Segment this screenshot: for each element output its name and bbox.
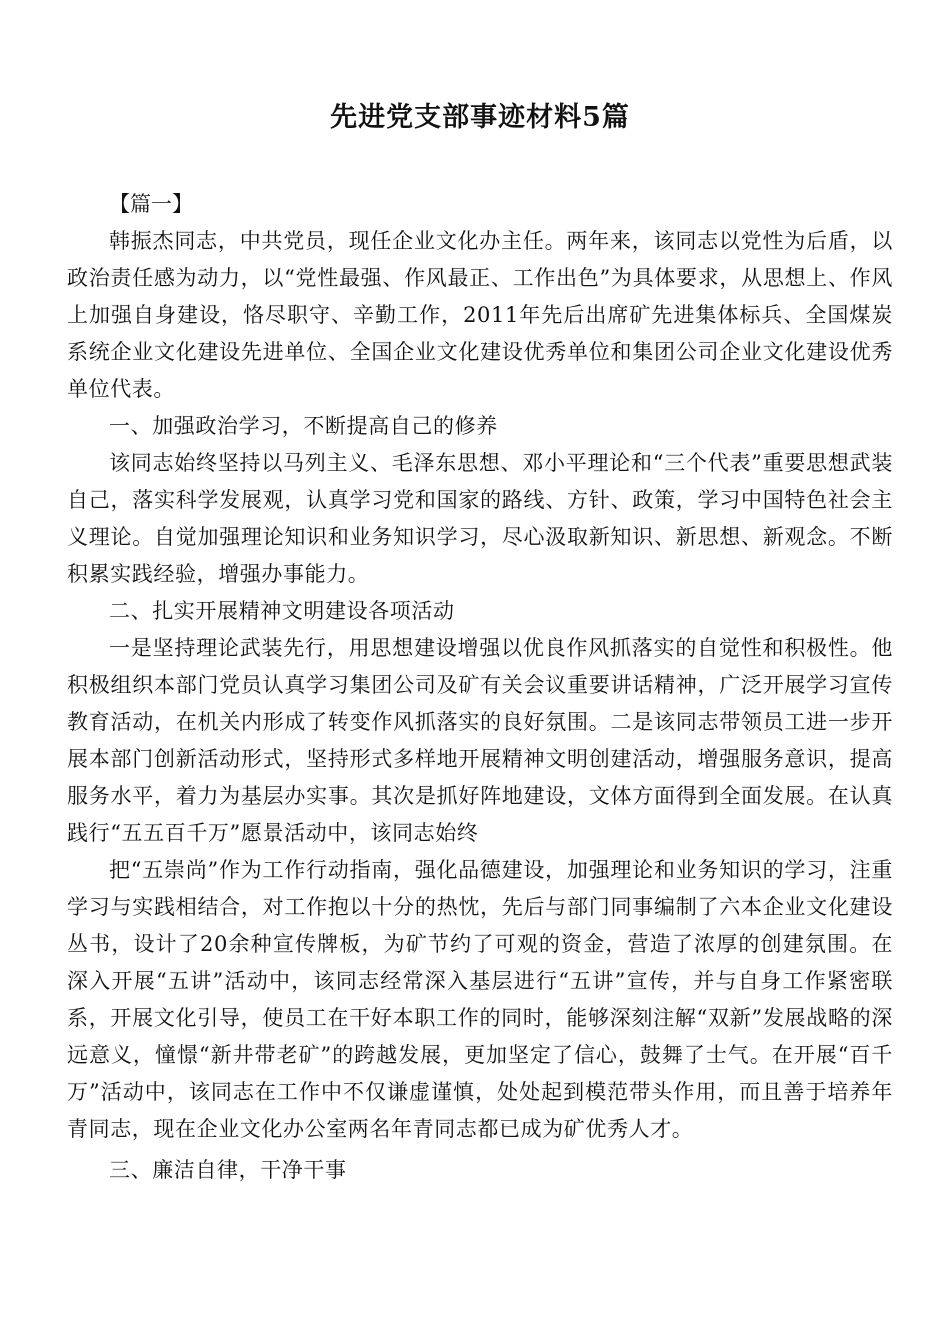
body-paragraph-3: 把“五崇尚”作为工作行动指南，强化品德建设，加强理论和业务知识的学习，注重学习与实践相结合，对工作抱以十分的热忱，先后与部门同事编制了六本企业文化建设丛书，设计了20余种宣传牌板，为矿节约了可观的资金，营造了浓厚的创建氛围。在深入开展“五讲”活动中，该同志经常深入基层进行“五讲”宣传，并与自身工作紧密联系，开展文化引导，使员工在干好本职工作的同时，能够深刻注解“双新”发展战略的深远意义，憧憬“新井带老矿”的跨越发展，更加坚定了信心，鼓舞了士气。在开展“百千万”活动中，该同志在工作中不仅谦虚谨慎，处处起到模范带头作用，而且善于培养年青同志，现在企业文化办公室两名年青同志都已成为矿优秀人才。 [67,858,893,1141]
intro-paragraph: 韩振杰同志，中共党员，现任企业文化办主任。两年来，该同志以党性为后盾，以政治责任感为动力，以“党性最强、作风最正、工作出色”为具体要求，从思想上、作风上加强自身建设，恪尽职守、辛勤工作，2011年先后出席矿先进集体标兵、全国煤炭系统企业文化建设先进单位、全国企业文化建设优秀单位和集团公司企业文化建设优秀单位代表。 [67,229,893,401]
section-heading-3: 三、廉洁自律，干净干事 [109,1158,347,1182]
document-title: 先进党支部事迹材料5篇 [330,102,630,133]
section-heading-1: 一、加强政治学习，不断提高自己的修养 [109,414,498,438]
body-paragraph-1: 该同志始终坚持以马列主义、毛泽东思想、邓小平理论和“三个代表”重要思想武装自己，落实科学发展观，认真学习党和国家的路线、方针、政策，学习中国特色社会主义理论。自觉加强理论知识和业务知识学习，尽心汲取新知识、新思想、新观念。不断积累实践经验，增强办事能力。 [67,451,893,586]
body-paragraph-2: 一是坚持理论武装先行，用思想建设增强以优良作风抓落实的自觉性和积极性。他积极组织本部门党员认真学习集团公司及矿有关会议重要讲话精神，广泛开展学习宣传教育活动，在机关内形成了转变作风抓落实的良好氛围。二是该同志带领员工进一步开展本部门创新活动形式，坚持形式多样地开展精神文明创建活动，增强服务意识，提高服务水平，着力为基层办实事。其次是抓好阵地建设，文体方面得到全面发展。在认真践行“五五百千万”愿景活动中，该同志始终 [67,636,893,845]
section-heading-2: 二、扎实开展精神文明建设各项活动 [109,599,455,623]
section-label: 【篇一】 [109,192,193,216]
document-page [67,98,893,1189]
